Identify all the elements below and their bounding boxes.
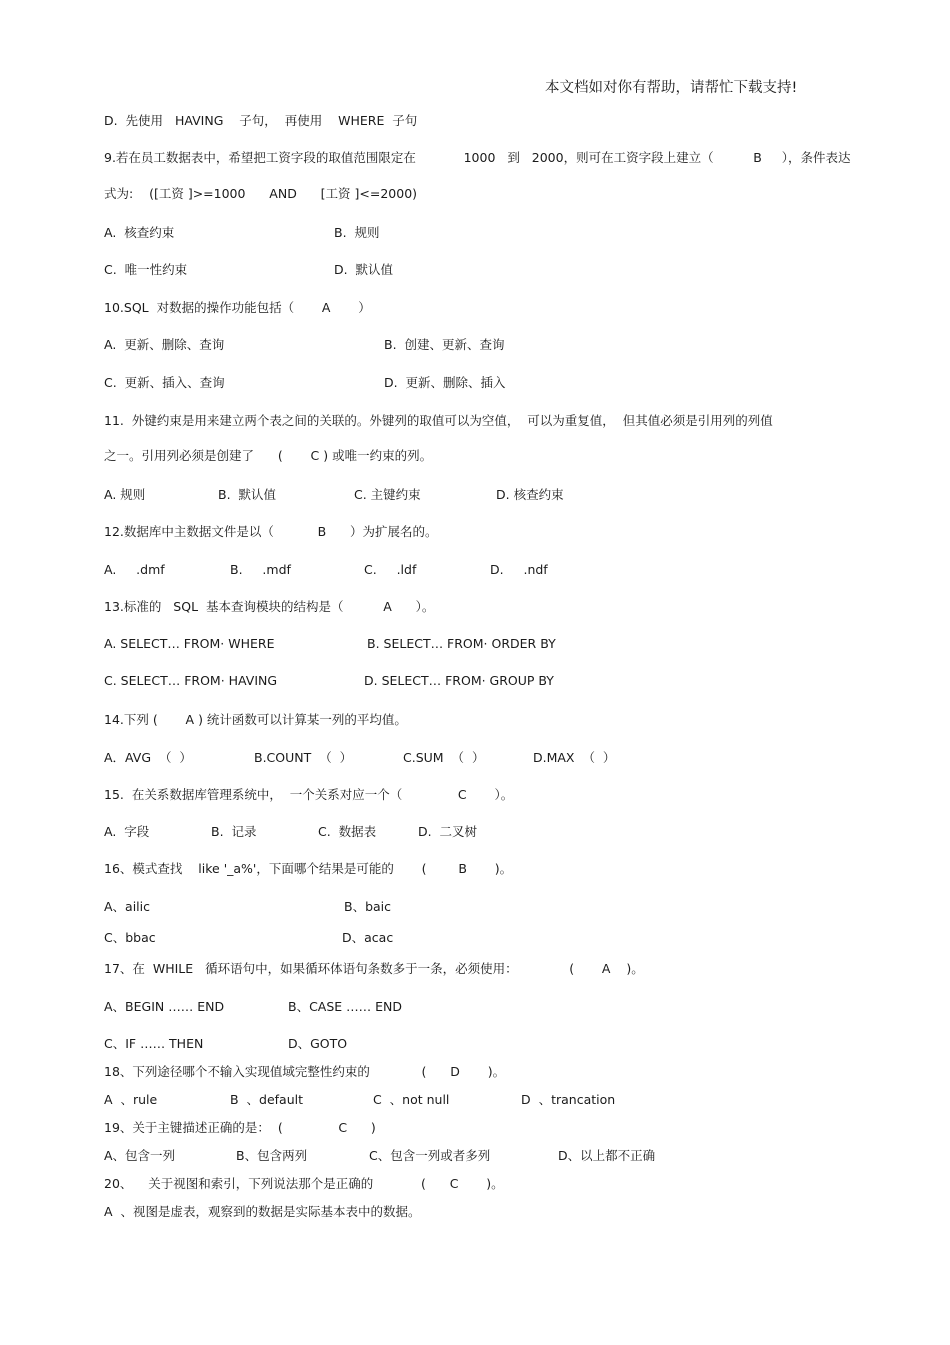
q16-option-a: A、ailic	[104, 899, 151, 914]
q16-option-d: D、acac	[342, 930, 394, 945]
question-10: 10.SQL 对数据的操作功能包括（ A ）	[104, 300, 371, 315]
q11-option-d: D. 核查约束	[496, 487, 564, 502]
q14-option-d: D.MAX （ ）	[533, 750, 616, 765]
q13-option-b: B. SELECT… FROM· ORDER BY	[367, 636, 556, 651]
q17-option-a: A、BEGIN …… END	[104, 999, 225, 1014]
q18-option-b: B 、default	[230, 1092, 304, 1107]
q12-option-a: A. .dmf	[104, 562, 165, 577]
q19-option-b: B、包含两列	[236, 1148, 308, 1163]
q17-option-d: D、GOTO	[288, 1036, 348, 1051]
question-15: 15. 在关系数据库管理系统中， 一个关系对应一个（ C ）。	[104, 787, 514, 802]
q18-option-a: A 、rule	[104, 1092, 158, 1107]
q14-option-a: A．AVG （ ）	[104, 750, 192, 765]
q15-option-a: A. 字段	[104, 824, 150, 839]
q13-option-d: D. SELECT… FROM· GROUP BY	[364, 673, 554, 688]
q9-option-b: B. 规则	[334, 225, 380, 240]
question-13: 13.标准的 SQL 基本查询模块的结构是（ A ）。	[104, 599, 435, 614]
q9-option-a: A. 核查约束	[104, 225, 175, 240]
q15-option-b: B. 记录	[211, 824, 257, 839]
q17-option-b: B、CASE …… END	[288, 999, 403, 1014]
q15-option-c: C. 数据表	[318, 824, 377, 839]
q9-option-d: D. 默认值	[334, 262, 394, 277]
question-14: 14.下列 ( A ) 统计函数可以计算某一列的平均值。	[104, 712, 407, 727]
q9-option-c: C. 唯一性约束	[104, 262, 188, 277]
question-11-line-2: 之一。引用列必须是创建了 ( C ) 或唯一约束的列。	[104, 448, 433, 463]
question-12: 12.数据库中主数据文件是以（ B ）为扩展名的。	[104, 524, 438, 539]
q10-option-c: C. 更新、插入、查询	[104, 375, 225, 390]
q10-option-a: A. 更新、删除、查询	[104, 337, 225, 352]
q16-option-c: C、bbac	[104, 930, 156, 945]
q20-option-a: A 、视图是虚表，观察到的数据是实际基本表中的数据。	[104, 1204, 421, 1219]
q15-option-d: D. 二叉树	[418, 824, 478, 839]
q18-option-c: C 、not null	[373, 1092, 450, 1107]
question-9-line-1: 9.若在员工数据表中，希望把工资字段的取值范围限定在 1000 到 2000，则可在工资字段上建立（ B ），条件表达	[104, 150, 851, 165]
q10-option-d: D. 更新、删除、插入	[384, 375, 506, 390]
q12-option-c: C. .ldf	[364, 562, 417, 577]
q18-option-d: D 、trancation	[521, 1092, 616, 1107]
question-19: 19、关于主键描述正确的是： ( C )	[104, 1120, 376, 1135]
q12-option-d: D. .ndf	[490, 562, 548, 577]
q10-option-b: B. 创建、更新、查询	[384, 337, 505, 352]
q19-option-c: C、包含一列或者多列	[369, 1148, 491, 1163]
q19-option-a: A、包含一列	[104, 1148, 176, 1163]
q11-option-b: B. 默认值	[218, 487, 276, 502]
question-11-line-1: 11. 外键约束是用来建立两个表之间的关联的。外键列的取值可以为空值， 可以为重复值， 但其值必须是引用列的列值	[104, 413, 773, 428]
q11-option-a: A. 规则	[104, 487, 146, 502]
q17-option-c: C、IF …… THEN	[104, 1036, 204, 1051]
q16-option-b: B、baic	[344, 899, 392, 914]
q14-option-c: C.SUM （ ）	[403, 750, 485, 765]
question-20: 20、 关于视图和索引，下列说法那个是正确的 ( C )。	[104, 1176, 504, 1191]
q19-option-d: D、以上都不正确	[558, 1148, 656, 1163]
question-9-line-2: 式为: ([工资 ]>=1000 AND [工资 ]<=2000)	[104, 186, 418, 201]
question-16: 16、模式查找 like '_a%'，下面哪个结果是可能的 ( B )。	[104, 861, 513, 876]
q13-option-c: C. SELECT… FROM· HAVING	[104, 673, 278, 688]
q14-option-b: B.COUNT （ ）	[254, 750, 353, 765]
option-d-prev: D. 先使用 HAVING 子句， 再使用 WHERE 子句	[104, 113, 418, 128]
page-header: 本文档如对你有帮助，请帮忙下载支持!	[545, 80, 798, 96]
q11-option-c: C. 主键约束	[354, 487, 421, 502]
question-17: 17、在 WHILE 循环语句中，如果循环体语句条数多于一条，必须使用： ( A )。	[104, 961, 644, 976]
q12-option-b: B. .mdf	[230, 562, 291, 577]
question-18: 18、下列途径哪个不输入实现值域完整性约束的 ( D )。	[104, 1064, 506, 1079]
q13-option-a: A. SELECT… FROM· WHERE	[104, 636, 275, 651]
